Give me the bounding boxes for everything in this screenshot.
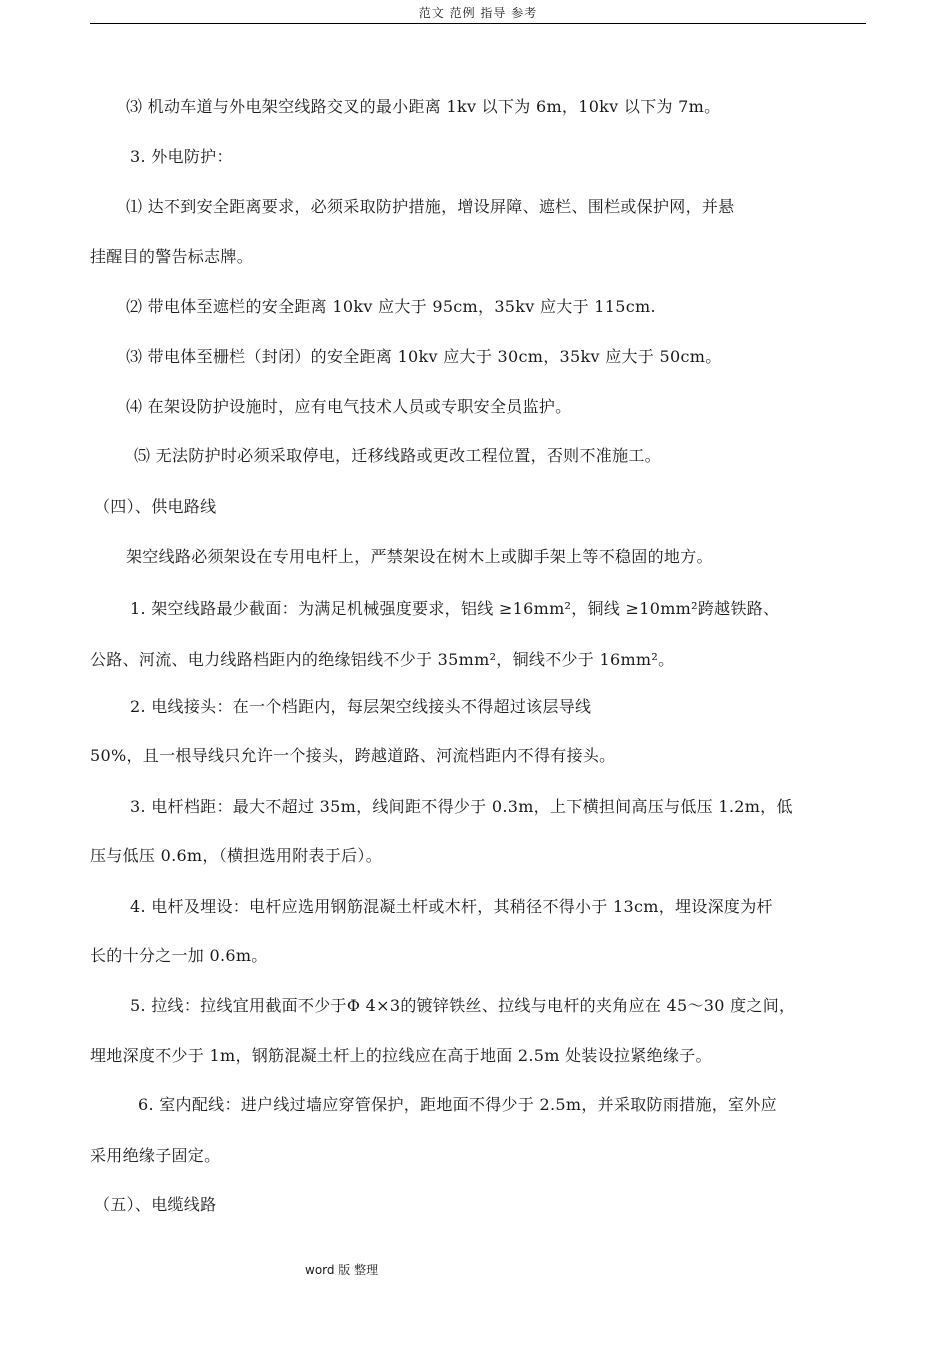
text-line: 挂醒目的警告标志牌。 [90,247,254,266]
text-line: ⑴ 达不到安全距离要求，必须采取防护措施，增设屏障、遮栏、围栏或保护网，并悬 [126,197,735,216]
text-line: 3. 外电防护： [130,147,233,166]
text-line: 3. 电杆档距：最大不超过 35m，线间距不得少于 0.3m，上下横担间高压与低压 1.2m，低 [130,797,793,816]
page-footer: word 版 整理 [305,1263,379,1277]
text-line: 架空线路必须架设在专用电杆上，严禁架设在树木上或脚手架上等不稳固的地方。 [126,547,713,566]
text-line: ⑸ 无法防护时必须采取停电，迁移线路或更改工程位置，否则不准施工。 [134,446,661,465]
text-line: 5. 拉线：拉线宜用截面不少于Φ 4×3的镀锌铁丝、拉线与电杆的夹角应在 45～30 度之间， [130,996,796,1015]
text-line: 4. 电杆及埋设：电杆应选用钢筋混凝土杆或木杆，其稍径不得小于 13cm，埋设深度为杆 [130,897,773,916]
text-line: ⑶ 带电体至栅栏（封闭）的安全距离 10kv 应大于 30cm，35kv 应大于 50cm。 [126,347,722,366]
text-line: ⑶ 机动车道与外电架空线路交叉的最小距离 1kv 以下为 6m，10kv 以下为 7m。 [126,97,721,116]
text-line: ⑷ 在架设防护设施时，应有电气技术人员或专职安全员监护。 [126,397,572,416]
section-heading: （四）、供电路线 [94,497,217,516]
text-line: 埋地深度不少于 1m，钢筋混凝土杆上的拉线应在高于地面 2.5m 处装设拉紧绝缘子。 [90,1046,712,1065]
text-line: 压与低压 0.6m，（横担选用附表于后）。 [90,846,383,865]
text-line: 2. 电线接头：在一个档距内，每层架空线接头不得超过该层导线 [130,697,592,716]
header-text: 范文 范例 指导 参考 [418,6,538,20]
text-line: 采用绝缘子固定。 [90,1146,221,1165]
text-line: ⑵ 带电体至遮栏的安全距离 10kv 应大于 95cm，35kv 应大于 115cm. [126,297,656,316]
page-header [90,0,866,24]
text-line: 1. 架空线路最少截面：为满足机械强度要求，铝线 ≥16mm²，铜线 ≥10mm²跨越铁路、 [130,599,780,618]
text-line: 50%，且一根导线只允许一个接头，跨越道路、河流档距内不得有接头。 [90,746,616,765]
section-heading: （五）、电缆线路 [94,1195,217,1214]
text-line: 公路、河流、电力线路档距内的绝缘铝线不少于 35mm²，铜线不少于 16mm²。 [90,650,675,669]
text-line: 长的十分之一加 0.6m。 [90,946,268,965]
text-line: 6. 室内配线：进户线过墙应穿管保护，距地面不得少于 2.5m，并采取防雨措施，室外应 [138,1095,777,1114]
